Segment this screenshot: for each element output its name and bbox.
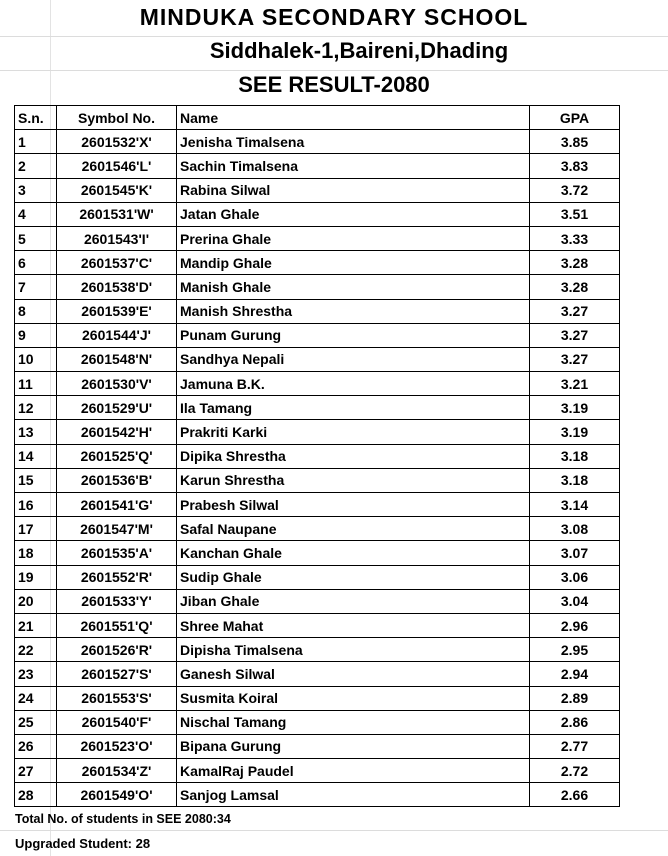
- cell-gpa: 3.83: [530, 154, 620, 178]
- cell-name: Ila Tamang: [177, 396, 530, 420]
- cell-symbol-no: 2601533'Y': [57, 589, 177, 613]
- cell-name: Jamuna B.K.: [177, 372, 530, 396]
- table-row: [15, 734, 620, 758]
- table-row: [15, 662, 620, 686]
- cell-gpa: 2.96: [530, 613, 620, 637]
- table-row: [15, 396, 620, 420]
- cell-name: Rabina Silwal: [177, 178, 530, 202]
- cell-gpa: 3.19: [530, 396, 620, 420]
- cell-symbol-no: 2601549'O': [57, 783, 177, 807]
- cell-sn: 27: [15, 759, 57, 783]
- table-row: [15, 613, 620, 637]
- cell-symbol-no: 2601534'Z': [57, 759, 177, 783]
- cell-gpa: 3.72: [530, 178, 620, 202]
- cell-sn: 16: [15, 493, 57, 517]
- cell-symbol-no: 2601527'S': [57, 662, 177, 686]
- cell-sn: 18: [15, 541, 57, 565]
- cell-name: Sandhya Nepali: [177, 347, 530, 371]
- cell-sn: 1: [15, 130, 57, 154]
- cell-name: Prakriti Karki: [177, 420, 530, 444]
- cell-symbol-no: 2601543'I': [57, 226, 177, 250]
- row-divider: [0, 36, 668, 37]
- cell-name: Jatan Ghale: [177, 202, 530, 226]
- table-row: [15, 420, 620, 444]
- cell-symbol-no: 2601544'J': [57, 323, 177, 347]
- cell-sn: 3: [15, 178, 57, 202]
- cell-name: Sudip Ghale: [177, 565, 530, 589]
- table-row: [15, 299, 620, 323]
- cell-symbol-no: 2601537'C': [57, 251, 177, 275]
- cell-symbol-no: 2601532'X': [57, 130, 177, 154]
- cell-symbol-no: 2601553'S': [57, 686, 177, 710]
- cell-name: Prabesh Silwal: [177, 493, 530, 517]
- cell-sn: 19: [15, 565, 57, 589]
- cell-symbol-no: 2601525'Q': [57, 444, 177, 468]
- cell-symbol-no: 2601529'U': [57, 396, 177, 420]
- table-row: [15, 444, 620, 468]
- cell-gpa: 2.95: [530, 638, 620, 662]
- table-row: [15, 202, 620, 226]
- table-row: [15, 638, 620, 662]
- cell-sn: 8: [15, 299, 57, 323]
- cell-gpa: 3.04: [530, 589, 620, 613]
- cell-gpa: 3.19: [530, 420, 620, 444]
- cell-name: Manish Shrestha: [177, 299, 530, 323]
- cell-sn: 22: [15, 638, 57, 662]
- table-row: [15, 710, 620, 734]
- table-row: [15, 347, 620, 371]
- table-row: [15, 783, 620, 807]
- cell-symbol-no: 2601547'M': [57, 517, 177, 541]
- cell-gpa: 2.94: [530, 662, 620, 686]
- table-row: [15, 323, 620, 347]
- table-row: [15, 226, 620, 250]
- cell-sn: 20: [15, 589, 57, 613]
- row-divider: [0, 830, 668, 831]
- cell-gpa: 2.72: [530, 759, 620, 783]
- cell-sn: 2: [15, 154, 57, 178]
- header-symbol-no: Symbol No.: [57, 106, 177, 130]
- table-row: [15, 251, 620, 275]
- cell-sn: 26: [15, 734, 57, 758]
- table-row: [15, 541, 620, 565]
- cell-sn: 25: [15, 710, 57, 734]
- cell-name: Jiban Ghale: [177, 589, 530, 613]
- table-row: [15, 565, 620, 589]
- result-title: SEE RESULT-2080: [238, 72, 430, 97]
- total-students: Total No. of students in SEE 2080:34: [15, 812, 231, 826]
- table-row: [15, 130, 620, 154]
- cell-symbol-no: 2601539'E': [57, 299, 177, 323]
- cell-name: Sanjog Lamsal: [177, 783, 530, 807]
- cell-name: Mandip Ghale: [177, 251, 530, 275]
- table-row: [15, 517, 620, 541]
- cell-sn: 23: [15, 662, 57, 686]
- cell-gpa: 3.08: [530, 517, 620, 541]
- school-address: Siddhalek-1,Baireni,Dhading: [209, 38, 509, 63]
- header-gpa: GPA: [530, 106, 620, 130]
- upgraded-students: Upgraded Student: 28: [15, 836, 151, 851]
- cell-gpa: 3.28: [530, 251, 620, 275]
- table-row: [15, 468, 620, 492]
- cell-sn: 9: [15, 323, 57, 347]
- table-row: [15, 178, 620, 202]
- cell-gpa: 3.21: [530, 372, 620, 396]
- results-table: [14, 105, 620, 807]
- cell-symbol-no: 2601531'W': [57, 202, 177, 226]
- cell-symbol-no: 2601545'K': [57, 178, 177, 202]
- cell-symbol-no: 2601542'H': [57, 420, 177, 444]
- table-row: [15, 759, 620, 783]
- cell-name: Safal Naupane: [177, 517, 530, 541]
- cell-gpa: 3.51: [530, 202, 620, 226]
- cell-name: Manish Ghale: [177, 275, 530, 299]
- table-header-row: [15, 106, 620, 130]
- cell-symbol-no: 2601540'F': [57, 710, 177, 734]
- cell-sn: 7: [15, 275, 57, 299]
- cell-sn: 24: [15, 686, 57, 710]
- table-row: [15, 686, 620, 710]
- cell-sn: 21: [15, 613, 57, 637]
- table-row: [15, 589, 620, 613]
- cell-sn: 11: [15, 372, 57, 396]
- cell-name: Bipana Gurung: [177, 734, 530, 758]
- cell-name: Nischal Tamang: [177, 710, 530, 734]
- cell-sn: 17: [15, 517, 57, 541]
- cell-gpa: 3.27: [530, 323, 620, 347]
- cell-name: Susmita Koiral: [177, 686, 530, 710]
- cell-sn: 5: [15, 226, 57, 250]
- cell-gpa: 3.28: [530, 275, 620, 299]
- cell-sn: 6: [15, 251, 57, 275]
- cell-sn: 13: [15, 420, 57, 444]
- cell-symbol-no: 2601523'O': [57, 734, 177, 758]
- cell-symbol-no: 2601535'A': [57, 541, 177, 565]
- cell-gpa: 3.14: [530, 493, 620, 517]
- cell-gpa: 3.27: [530, 299, 620, 323]
- row-divider: [0, 70, 668, 71]
- cell-symbol-no: 2601538'D': [57, 275, 177, 299]
- cell-gpa: 3.33: [530, 226, 620, 250]
- cell-symbol-no: 2601526'R': [57, 638, 177, 662]
- cell-gpa: 3.18: [530, 468, 620, 492]
- school-name: MINDUKA SECONDARY SCHOOL: [139, 4, 529, 30]
- table-row: [15, 372, 620, 396]
- table-row: [15, 154, 620, 178]
- cell-name: Dipisha Timalsena: [177, 638, 530, 662]
- cell-gpa: 2.66: [530, 783, 620, 807]
- header-sn: S.n.: [15, 106, 57, 130]
- cell-sn: 12: [15, 396, 57, 420]
- cell-sn: 28: [15, 783, 57, 807]
- cell-gpa: 3.27: [530, 347, 620, 371]
- cell-sn: 15: [15, 468, 57, 492]
- cell-symbol-no: 2601552'R': [57, 565, 177, 589]
- cell-gpa: 3.06: [530, 565, 620, 589]
- cell-name: Sachin Timalsena: [177, 154, 530, 178]
- cell-name: Karun Shrestha: [177, 468, 530, 492]
- cell-sn: 4: [15, 202, 57, 226]
- table-row: [15, 493, 620, 517]
- cell-name: Dipika Shrestha: [177, 444, 530, 468]
- cell-symbol-no: 2601548'N': [57, 347, 177, 371]
- cell-symbol-no: 2601541'G': [57, 493, 177, 517]
- cell-gpa: 3.18: [530, 444, 620, 468]
- cell-symbol-no: 2601530'V': [57, 372, 177, 396]
- cell-symbol-no: 2601536'B': [57, 468, 177, 492]
- cell-sn: 10: [15, 347, 57, 371]
- cell-name: Prerina Ghale: [177, 226, 530, 250]
- table-row: [15, 275, 620, 299]
- cell-gpa: 2.89: [530, 686, 620, 710]
- cell-sn: 14: [15, 444, 57, 468]
- cell-name: Jenisha Timalsena: [177, 130, 530, 154]
- cell-name: Kanchan Ghale: [177, 541, 530, 565]
- cell-name: KamalRaj Paudel: [177, 759, 530, 783]
- header-name: Name: [177, 106, 530, 130]
- cell-gpa: 2.86: [530, 710, 620, 734]
- cell-name: Ganesh Silwal: [177, 662, 530, 686]
- cell-gpa: 3.85: [530, 130, 620, 154]
- cell-name: Punam Gurung: [177, 323, 530, 347]
- cell-symbol-no: 2601551'Q': [57, 613, 177, 637]
- cell-gpa: 3.07: [530, 541, 620, 565]
- cell-symbol-no: 2601546'L': [57, 154, 177, 178]
- cell-name: Shree Mahat: [177, 613, 530, 637]
- cell-gpa: 2.77: [530, 734, 620, 758]
